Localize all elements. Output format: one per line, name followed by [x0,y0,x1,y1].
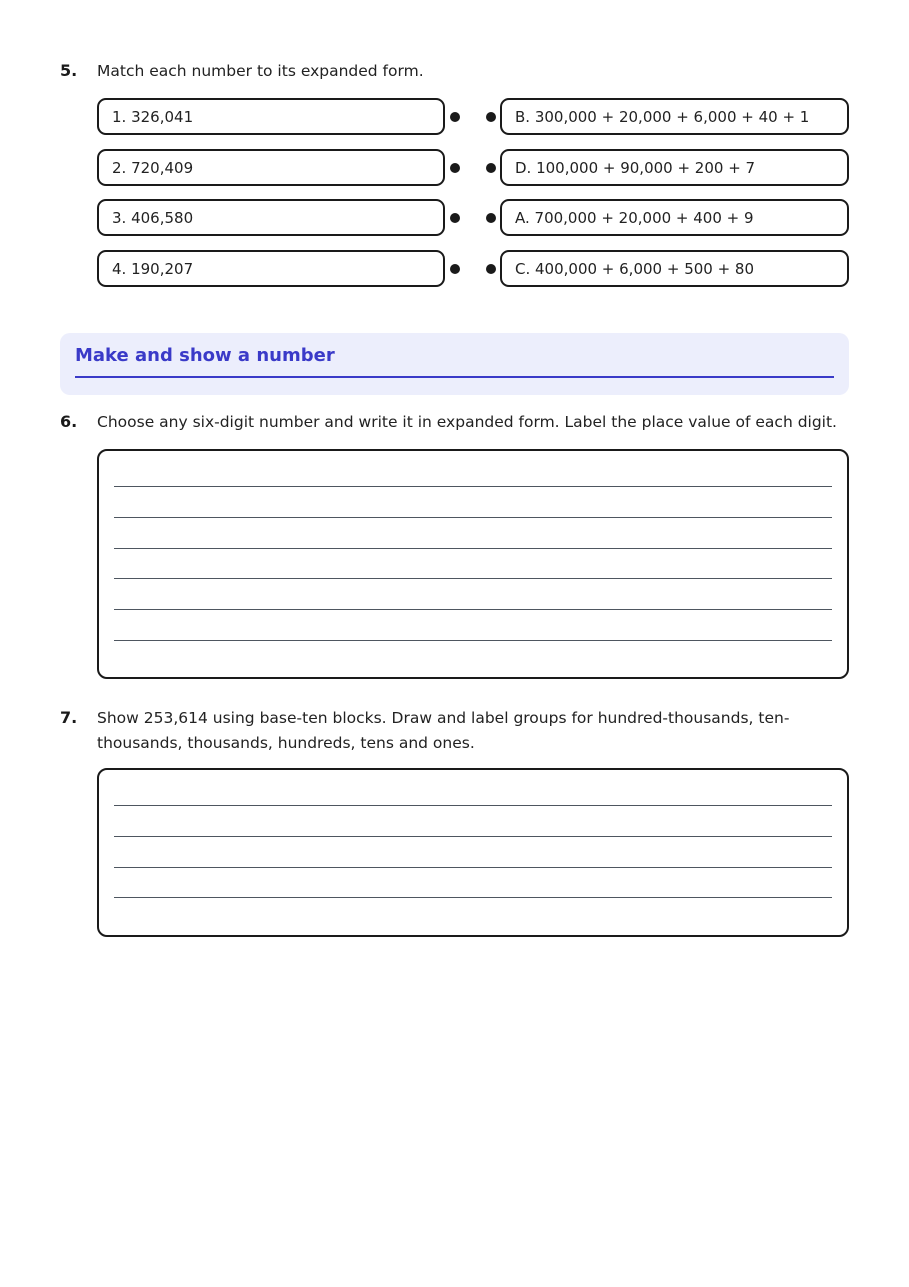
question-7-prompt-line-1: Show 253,614 using base-ten blocks. Draw and label groups for hundred-thousands, ten- [97,709,790,727]
match-right-dot-2[interactable] [486,163,496,173]
match-left-dot-1[interactable] [450,112,460,122]
question-7-answer-area[interactable] [97,768,849,937]
question-5-prompt: Match each number to its expanded form. [97,62,424,80]
match-left-dot-4[interactable] [450,264,460,274]
writing-line [114,897,832,898]
match-right-item-3[interactable]: A. 700,000 + 20,000 + 400 + 9 [500,199,849,236]
question-7-number: 7. [60,708,78,727]
writing-line [114,867,832,868]
match-left-dot-3[interactable] [450,213,460,223]
match-right-item-4[interactable]: C. 400,000 + 6,000 + 500 + 80 [500,250,849,287]
match-left-dot-2[interactable] [450,163,460,173]
section-banner [60,333,849,395]
writing-line [114,805,832,806]
match-left-item-1[interactable]: 1. 326,041 [97,98,445,135]
match-right-item-2[interactable]: D. 100,000 + 90,000 + 200 + 7 [500,149,849,186]
match-left-item-2[interactable]: 2. 720,409 [97,149,445,186]
match-left-item-3[interactable]: 3. 406,580 [97,199,445,236]
writing-line [114,609,832,610]
question-6-number: 6. [60,412,78,431]
section-divider [75,376,834,378]
writing-line [114,548,832,549]
match-right-dot-4[interactable] [486,264,496,274]
match-right-dot-1[interactable] [486,112,496,122]
writing-line [114,517,832,518]
writing-line [114,640,832,641]
question-6-prompt: Choose any six-digit number and write it in expanded form. Label the place value of each digit. [97,413,837,431]
section-title: Make and show a number [75,345,335,366]
match-right-dot-3[interactable] [486,213,496,223]
question-5-number: 5. [60,61,78,80]
match-right-item-1[interactable]: B. 300,000 + 20,000 + 6,000 + 40 + 1 [500,98,849,135]
writing-line [114,836,832,837]
match-left-item-4[interactable]: 4. 190,207 [97,250,445,287]
question-6-answer-area[interactable] [97,449,849,679]
writing-line [114,578,832,579]
question-7-prompt-line-2: thousands, thousands, hundreds, tens and ones. [97,734,475,752]
writing-line [114,486,832,487]
